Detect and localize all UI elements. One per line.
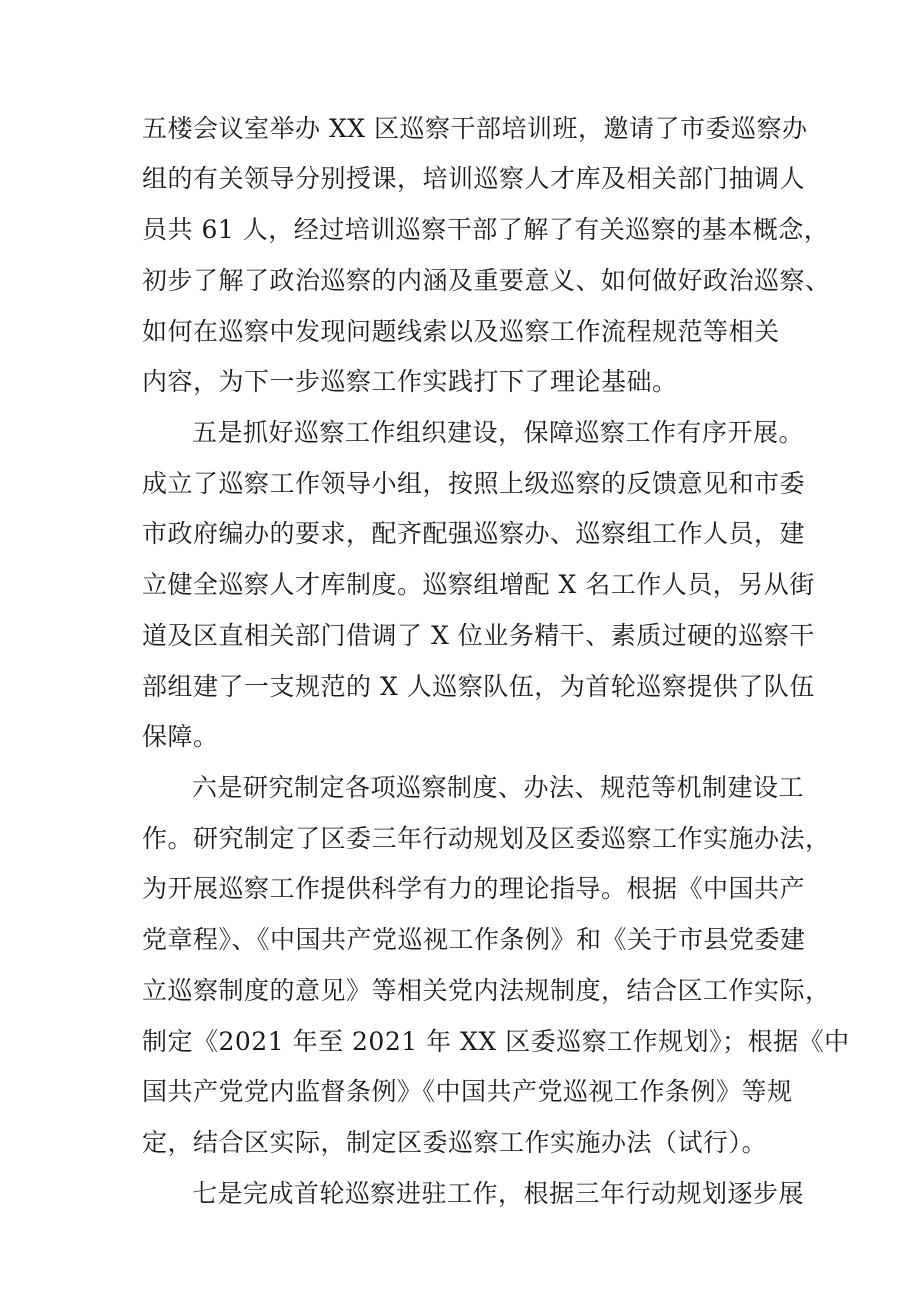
paragraph-start-line: 五是抓好巡察工作组织建设，保障巡察工作有序开展。 [192,418,805,447]
text-line: 五楼会议室举办 XX 区巡察干部培训班，邀请了市委巡察办 [142,114,808,143]
text-line: 如何在巡察中发现问题线索以及巡察工作流程规范等相关 [142,317,780,346]
text-line: 党章程》、《中国共产党巡视工作条例》和《关于市县党委建 [142,925,806,954]
text-line: 为开展巡察工作提供科学有力的理论指导。根据《中国共产 [142,874,806,903]
text-line: 成立了巡察工作领导小组，按照上级巡察的反馈意见和市委 [142,469,806,498]
text-line: 作。研究制定了区委三年行动规划及区委巡察工作实施办法， [142,824,831,853]
text-line: 保障。 [142,722,219,751]
text-line: 部组建了一支规范的 X 人巡察队伍，为首轮巡察提供了队伍 [142,672,815,701]
text-line: 道及区直相关部门借调了 X 位业务精干、素质过硬的巡察干 [142,621,815,650]
text-line: 员共 61 人，经过培训巡察干部了解了有关巡察的基本概念， [142,215,830,244]
text-line: 定，结合区实际，制定区委巡察工作实施办法（试行）。 [142,1128,768,1157]
text-line: 制定《2021 年至 2021 年 XX 区委巡察工作规划》；根据《中 [142,1027,850,1056]
text-line: 立健全巡察人才库制度。巡察组增配 X 名工作人员，另从街 [142,570,815,599]
text-line: 国共产党党内监督条例》《中国共产党巡视工作条例》等规 [142,1077,793,1106]
paragraph-start-line: 七是完成首轮巡察进驻工作，根据三年行动规划逐步展 [192,1179,805,1208]
text-line: 市政府编办的要求，配齐配强巡察办、巡察组工作人员，建 [142,519,806,548]
text-line: 内容，为下一步巡察工作实践打下了理论基础。 [142,367,678,396]
text-line: 初步了解了政治巡察的内涵及重要意义、如何做好政治巡察、 [142,266,831,295]
text-line: 立巡察制度的意见》等相关党内法规制度，结合区工作实际， [142,976,831,1005]
paragraph-start-line: 六是研究制定各项巡察制度、办法、规范等机制建设工 [192,773,805,802]
text-line: 组的有关领导分别授课，培训巡察人才库及相关部门抽调人 [142,164,806,193]
